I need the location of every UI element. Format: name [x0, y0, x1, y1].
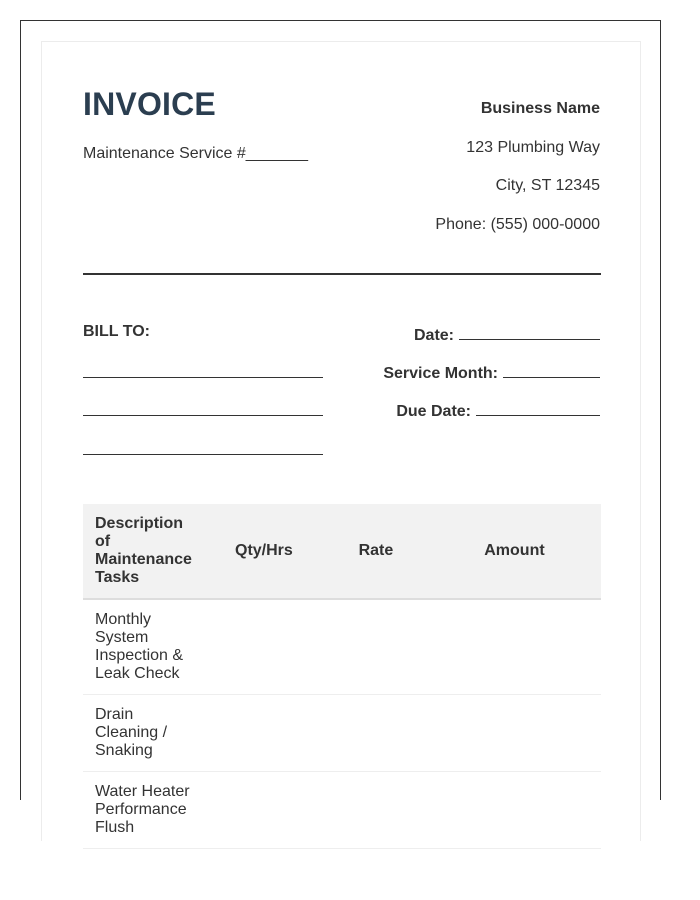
header-amount: Amount — [428, 504, 601, 599]
service-month-label: Service Month: — [383, 365, 498, 382]
due-date-field[interactable] — [476, 399, 600, 416]
row-description: Drain Cleaning / Snaking — [83, 695, 204, 772]
business-info — [435, 100, 600, 254]
row-amount[interactable] — [428, 772, 601, 849]
header-qty-hrs: Qty/Hrs — [204, 504, 324, 599]
page-frame — [20, 20, 661, 836]
row-description: Monthly System Inspection & Leak Check — [83, 599, 204, 695]
row-qty[interactable] — [204, 695, 324, 772]
row-rate[interactable] — [324, 695, 428, 772]
row-qty[interactable] — [204, 599, 324, 695]
bill-to-line-3[interactable] — [83, 454, 323, 455]
service-number: Maintenance Service #_______ — [83, 145, 309, 162]
table-row — [83, 599, 601, 695]
row-qty[interactable] — [204, 772, 324, 849]
row-amount[interactable] — [428, 695, 601, 772]
line-items-table — [83, 504, 601, 849]
service-month-field[interactable] — [503, 361, 600, 378]
date-row — [383, 323, 600, 361]
business-address: 123 Plumbing Way — [466, 138, 600, 156]
row-rate[interactable] — [324, 599, 428, 695]
row-description: Water Heater Performance Flush — [83, 772, 204, 849]
table-header-row — [83, 504, 601, 599]
row-amount[interactable] — [428, 599, 601, 695]
header-divider — [83, 273, 601, 275]
business-phone: Phone: (555) 000-0000 — [435, 215, 600, 233]
invoice-sheet — [41, 41, 641, 841]
header-rate: Rate — [324, 504, 428, 599]
bill-to-line-2[interactable] — [83, 415, 323, 416]
bill-to-line-1[interactable] — [83, 377, 323, 378]
invoice-title: INVOICE — [83, 86, 216, 122]
date-label: Date: — [413, 327, 454, 344]
table-row — [83, 772, 601, 849]
due-date-row — [383, 399, 600, 437]
header-description: Description of Maintenance Tasks — [83, 504, 204, 599]
business-name: Business Name — [480, 100, 600, 117]
bill-to-label: BILL TO: — [83, 323, 150, 340]
invoice-meta — [383, 323, 600, 437]
service-month-row — [383, 361, 600, 399]
row-rate[interactable] — [324, 772, 428, 849]
business-city: City, ST 12345 — [495, 177, 600, 194]
due-date-label: Due Date: — [396, 403, 471, 420]
date-field[interactable] — [459, 323, 600, 340]
table-row — [83, 695, 601, 772]
